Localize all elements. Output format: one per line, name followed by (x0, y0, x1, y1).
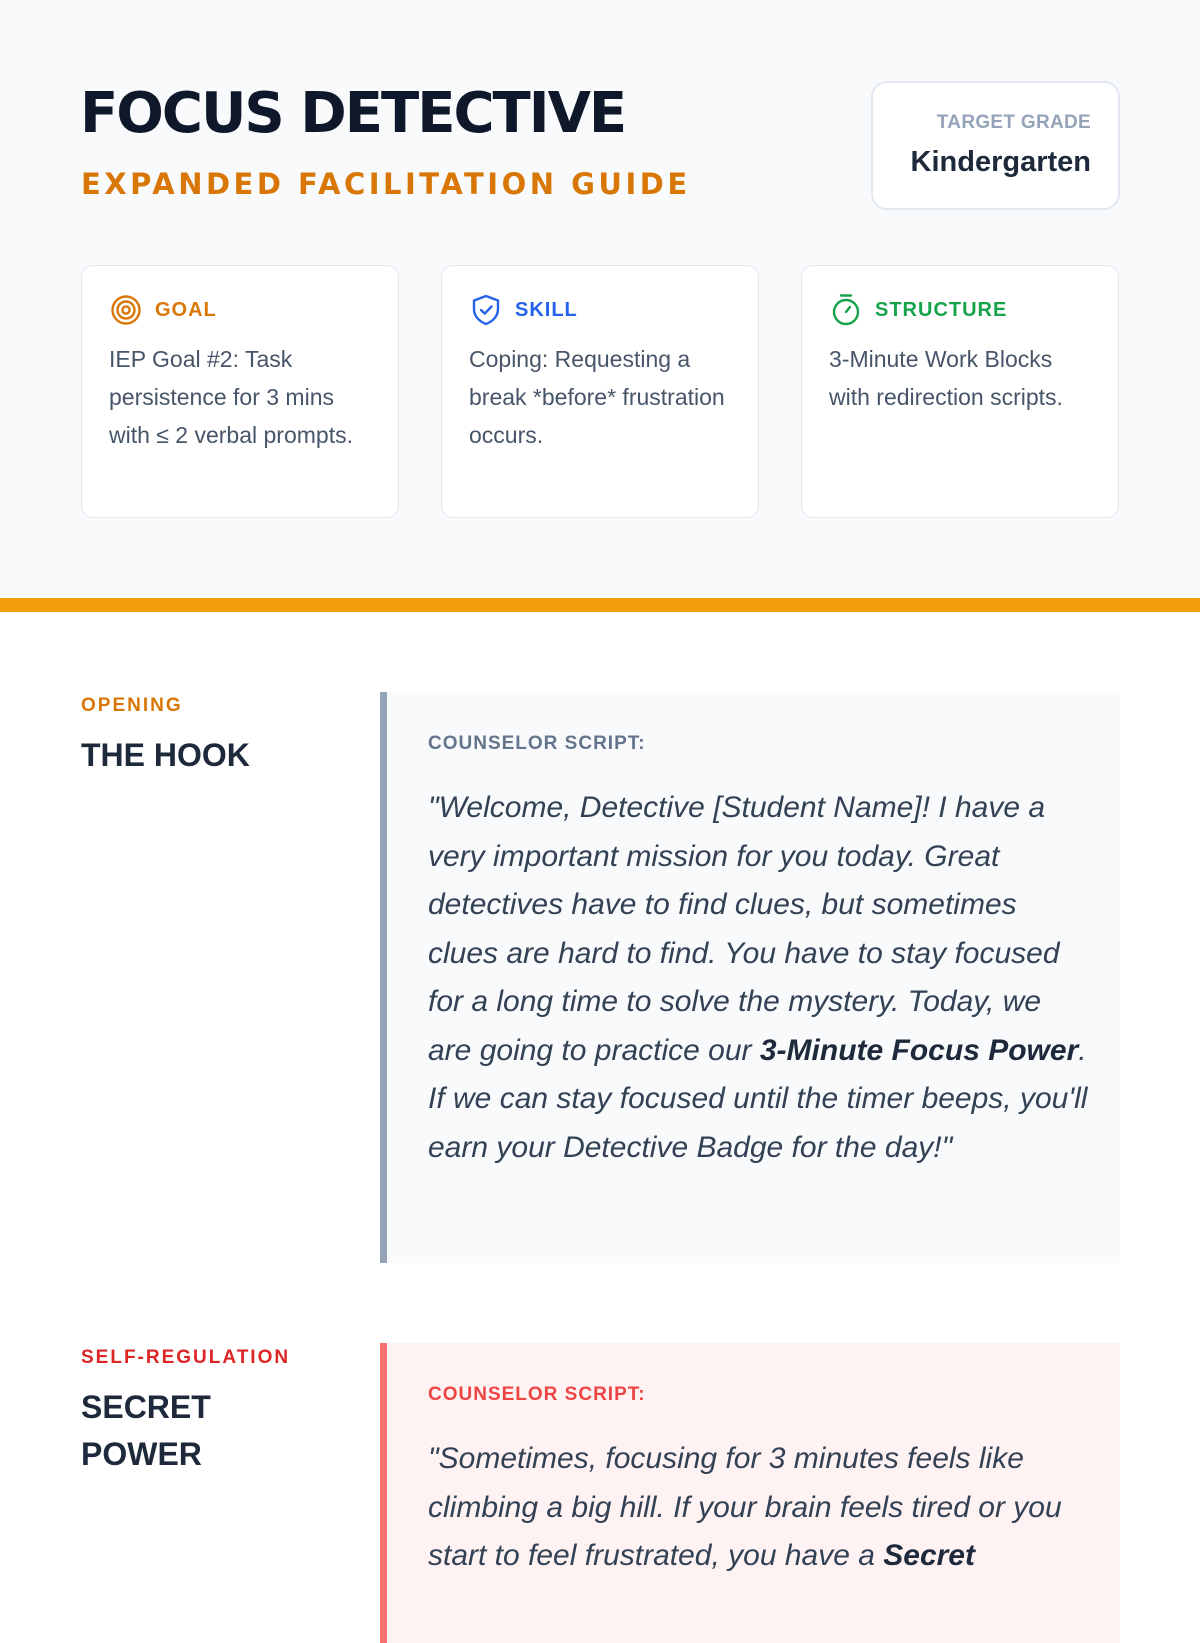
skill-label: SKILL (515, 299, 578, 321)
self-regulation-tag: SELF-REGULATION (81, 1347, 291, 1368)
page-subtitle: EXPANDED FACILITATION GUIDE (81, 167, 691, 201)
secret-power-script-box (380, 1343, 1120, 1643)
skill-text: Coping: Requesting a break *before* frustration occurs. (469, 346, 725, 448)
structure-card (801, 265, 1119, 518)
target-icon (109, 293, 143, 327)
target-grade-label: TARGET GRADE (936, 112, 1091, 133)
page-title: FOCUS DETECTIVE (80, 81, 626, 146)
target-grade-card (871, 81, 1120, 210)
goal-card (81, 265, 399, 518)
secret-power-script-text: "Sometimes, focusing for 3 minutes feels like climbing a big hill. If your brain feels tired or you start to feel frustrated, you have a Secret (428, 1442, 1062, 1572)
section-divider (0, 598, 1200, 612)
hook-script-box (380, 692, 1120, 1263)
opening-tag: OPENING (81, 695, 183, 716)
target-grade-value: Kindergarten (910, 146, 1091, 178)
stopwatch-icon (829, 293, 863, 327)
secret-power-title: SECRET POWER (81, 1389, 211, 1472)
hook-script-text: "Welcome, Detective [Student Name]! I have a very important mission for you today. Great detectives have to find clues, but sometimes clues are hard to find. You have to stay focused for a long time to solve the mystery. Today, we are going to practice our 3-Minute Focus Power. If we can stay focused until the timer beeps, you'll earn your Detective Badge for the day!" (428, 791, 1088, 1164)
shield-check-icon (469, 293, 503, 327)
structure-label: STRUCTURE (875, 299, 1008, 321)
skill-card (441, 265, 759, 518)
hook-script-label: COUNSELOR SCRIPT: (428, 733, 646, 754)
goal-label: GOAL (155, 299, 217, 321)
hook-title: THE HOOK (81, 737, 250, 773)
structure-text: 3-Minute Work Blocks with redirection scripts. (829, 346, 1063, 410)
secret-power-script-label: COUNSELOR SCRIPT: (428, 1384, 646, 1405)
goal-text: IEP Goal #2: Task persistence for 3 mins with ≤ 2 verbal prompts. (109, 346, 353, 448)
